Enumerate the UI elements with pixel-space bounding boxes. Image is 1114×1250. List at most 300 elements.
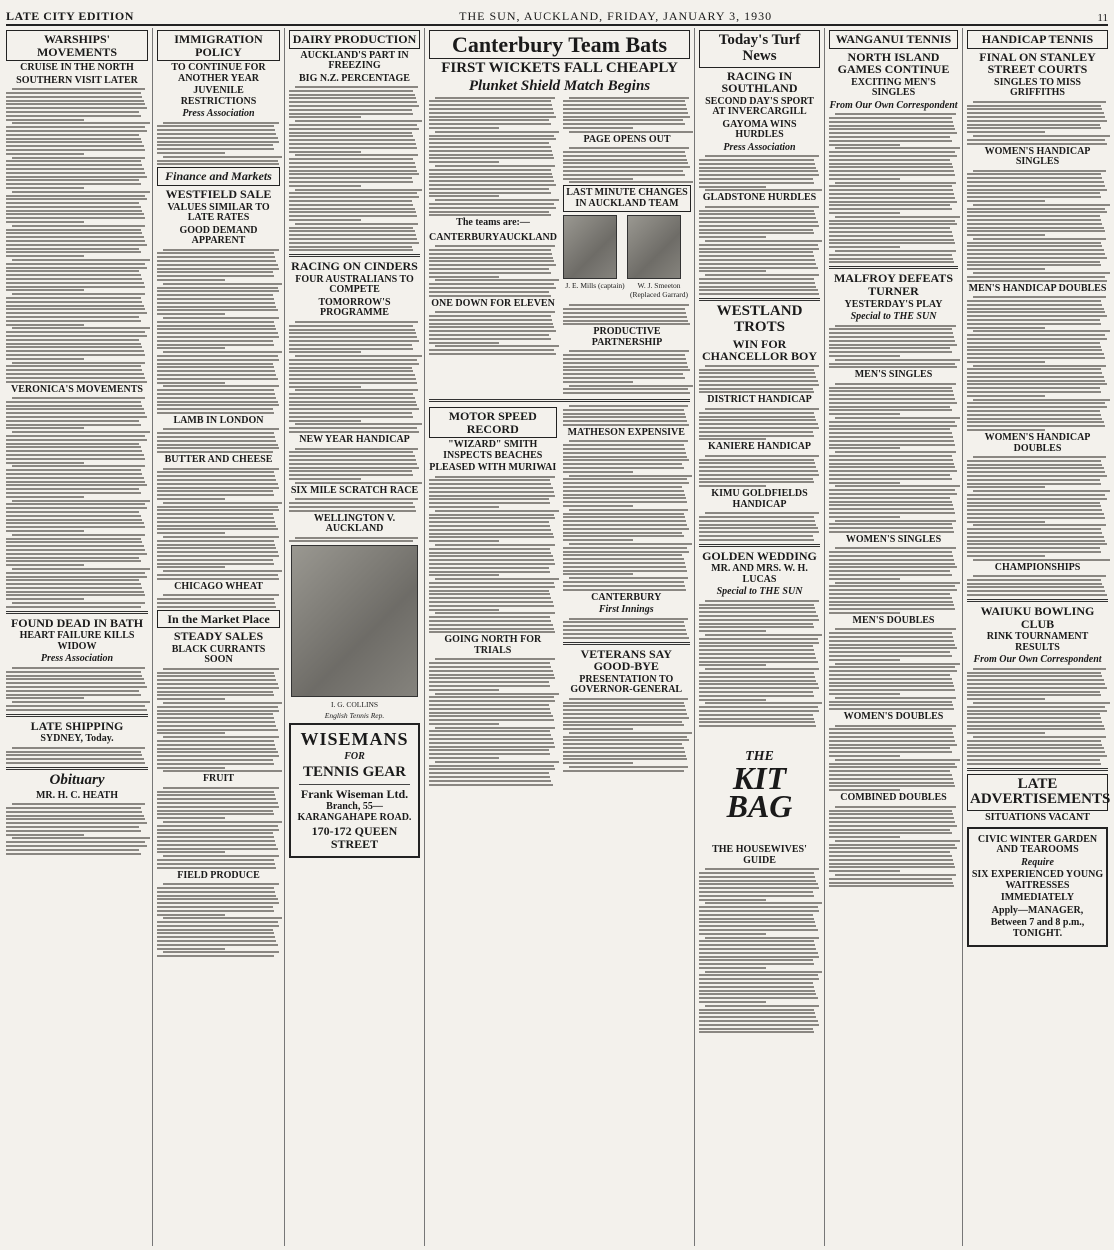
text-line (429, 291, 549, 293)
text-line (829, 701, 952, 703)
text-line (699, 251, 813, 253)
byline: From Our Own Correspondent (973, 654, 1102, 666)
text-line (699, 691, 813, 693)
text-line (563, 316, 687, 318)
text-line (967, 181, 1104, 183)
article-heading: FOUND DEAD IN BATH (10, 615, 144, 630)
text-line (429, 211, 549, 213)
text-line (6, 405, 142, 407)
text-line (289, 359, 417, 361)
text-line (699, 952, 818, 954)
article-subheading: RINK TOURNAMENT RESULTS (986, 631, 1089, 653)
text-line (967, 139, 1105, 141)
text-line (157, 817, 225, 819)
text-line (829, 466, 955, 468)
column-6 (824, 28, 962, 1246)
text-line (829, 740, 955, 742)
text-line (6, 324, 84, 326)
text-line (289, 105, 419, 107)
text-line (6, 675, 142, 677)
text-line (289, 211, 416, 213)
text-line (829, 766, 957, 768)
text-line (157, 268, 279, 270)
photo-caption: English Tennis Rep. (324, 711, 385, 721)
text-line (699, 159, 814, 161)
text-line (829, 223, 957, 225)
text-line (563, 104, 686, 106)
text-line (563, 497, 687, 499)
text-line (829, 601, 953, 603)
text-line (967, 127, 1101, 129)
text-line (563, 373, 683, 375)
text-line (289, 173, 419, 175)
text-line (563, 554, 683, 556)
ad-line: 170-172 QUEEN STREET (311, 824, 398, 851)
market-box: In the Market Place (157, 610, 280, 629)
text-line (829, 428, 950, 430)
text-line (699, 236, 766, 238)
ad-line: TENNIS GEAR (303, 763, 406, 780)
text-line (967, 219, 1101, 221)
text-line (157, 798, 276, 800)
text-line (429, 776, 550, 778)
text-line (835, 547, 956, 549)
text-line (563, 724, 684, 726)
text-line (157, 382, 225, 384)
text-line (6, 526, 145, 528)
text-line (563, 366, 688, 368)
text-line (973, 330, 1110, 332)
banner-headline: Canterbury Team Bats (429, 30, 690, 59)
text-line (157, 551, 278, 553)
article-body (967, 456, 1108, 561)
text-line (569, 131, 693, 133)
text-line (6, 126, 145, 128)
article-body (563, 97, 691, 133)
text-line (163, 351, 282, 353)
text-line (563, 452, 687, 454)
text-line (563, 633, 688, 635)
text-line (429, 326, 554, 328)
text-line (967, 755, 1107, 757)
list-label: MEN'S SINGLES (854, 369, 933, 381)
text-line (563, 486, 683, 488)
text-line (289, 215, 417, 217)
text-line (157, 275, 274, 277)
text-line (163, 385, 279, 387)
text-line (6, 369, 142, 371)
text-line (157, 252, 274, 254)
text-line (6, 408, 144, 410)
text-line (6, 316, 139, 318)
article-body (829, 383, 958, 533)
text-line (163, 736, 279, 738)
text-line (829, 551, 952, 553)
text-line (12, 362, 145, 364)
text-line (429, 571, 550, 573)
text-line (6, 141, 142, 143)
text-line (157, 513, 273, 515)
text-line (157, 687, 279, 689)
text-line (6, 111, 139, 113)
text-line (429, 533, 553, 535)
text-line (699, 384, 819, 386)
text-line (967, 421, 1104, 423)
photo-caption: J. E. Mills (captain) (565, 281, 625, 291)
text-line (289, 249, 413, 251)
byline: Special to THE SUN (716, 586, 803, 598)
list-label: SIX MILE SCRATCH RACE (290, 484, 419, 496)
text-line (829, 128, 955, 130)
text-line (699, 664, 766, 666)
text-line (6, 841, 145, 843)
text-line (157, 374, 276, 376)
text-line (12, 602, 145, 604)
text-line (699, 423, 818, 425)
text-line (829, 689, 955, 691)
text-line (829, 604, 954, 606)
text-line (699, 229, 813, 231)
text-line (967, 227, 1104, 229)
text-line (289, 344, 412, 346)
dateline: SYDNEY, Today. (40, 733, 114, 745)
text-line (157, 910, 274, 912)
text-line (563, 585, 685, 587)
text-line (829, 242, 955, 244)
article-heading: HANDICAP TENNIS (967, 30, 1108, 49)
text-line (967, 590, 1105, 592)
text-line (569, 350, 689, 352)
article-subheading: PLEASED WITH MURIWAI (429, 462, 557, 474)
advertisement (289, 723, 420, 858)
text-line (699, 520, 815, 522)
text-line (699, 880, 816, 882)
text-line (157, 521, 275, 523)
text-line (157, 366, 274, 368)
text-line (6, 557, 139, 559)
text-line (829, 885, 954, 887)
text-line (973, 296, 1106, 298)
text-line (12, 465, 145, 467)
text-line (157, 825, 278, 827)
text-line (829, 197, 955, 199)
text-line (6, 297, 141, 299)
text-line (295, 498, 418, 500)
text-line (429, 264, 556, 266)
text-line (435, 612, 555, 614)
text-line (157, 389, 274, 391)
text-line (967, 372, 1102, 374)
player-photos (563, 215, 691, 301)
text-line (705, 1005, 819, 1007)
text-line (699, 427, 819, 429)
text-line (157, 606, 276, 608)
text-line (829, 829, 950, 831)
text-line (699, 672, 814, 674)
text-line (435, 761, 559, 763)
text-line (163, 122, 279, 124)
text-line (835, 759, 960, 761)
text-line (699, 974, 818, 976)
text-line (163, 536, 279, 538)
text-line (429, 605, 554, 607)
text-line (429, 677, 555, 679)
text-line (829, 589, 957, 591)
text-line (289, 234, 416, 236)
text-line (429, 567, 549, 569)
article-body (429, 245, 557, 296)
text-line (829, 851, 950, 853)
text-line (6, 519, 142, 521)
text-line (6, 709, 147, 711)
text-line (699, 986, 814, 988)
text-line (835, 582, 960, 584)
text-line (6, 263, 145, 265)
text-line (829, 682, 953, 684)
text-line (157, 355, 278, 357)
text-line (289, 367, 412, 369)
text-line (829, 608, 955, 610)
text-line (699, 391, 814, 393)
text-line (157, 487, 279, 489)
text-line (6, 138, 141, 140)
text-line (6, 251, 141, 253)
text-line (157, 302, 275, 304)
page-number: 11 (1097, 12, 1108, 24)
text-line (829, 406, 950, 408)
text-line (289, 351, 361, 353)
text-line (967, 223, 1102, 225)
text-line (829, 878, 952, 880)
text-line (699, 914, 813, 916)
text-line (6, 450, 142, 452)
text-line (429, 746, 555, 748)
text-line (429, 214, 551, 216)
text-line (829, 504, 953, 506)
text-line (563, 755, 687, 757)
text-line (563, 501, 688, 503)
text-line (829, 778, 953, 780)
text-line (829, 421, 955, 423)
text-line (157, 544, 275, 546)
text-line (563, 358, 686, 360)
text-line (289, 166, 416, 168)
text-line (967, 230, 1105, 232)
text-line (699, 929, 818, 931)
text-line (569, 147, 689, 149)
text-line (429, 784, 553, 786)
text-line (967, 547, 1100, 549)
text-line (699, 944, 815, 946)
text-line (699, 186, 766, 188)
article-body (157, 428, 280, 453)
text-line (829, 121, 953, 123)
text-line (429, 590, 549, 592)
text-line (289, 408, 419, 410)
text-line (967, 391, 1101, 393)
text-line (563, 520, 687, 522)
text-line (967, 315, 1107, 317)
text-line (699, 706, 818, 708)
text-line (6, 564, 84, 566)
text-line (829, 470, 957, 472)
text-line (829, 478, 952, 480)
text-line (967, 406, 1107, 408)
text-line (967, 502, 1100, 504)
text-line (829, 239, 954, 241)
text-line (563, 456, 688, 458)
text-line (157, 547, 276, 549)
text-line (157, 517, 274, 519)
text-line (6, 594, 145, 596)
article-subheading: BIG N.Z. PERCENTAGE (299, 72, 410, 84)
text-line (12, 701, 150, 703)
text-line (699, 1024, 819, 1026)
text-line (829, 559, 954, 561)
text-line (289, 378, 416, 380)
text-line (289, 116, 361, 118)
text-line (699, 244, 818, 246)
text-line (973, 365, 1106, 367)
ad-line: Between 7 and 8 p.m., TONIGHT. (990, 917, 1085, 939)
text-line (829, 170, 954, 172)
text-line (563, 547, 688, 549)
text-line (429, 180, 554, 182)
text-line (157, 347, 225, 349)
text-line (563, 728, 633, 730)
article-heading: RACING ON CINDERS (291, 259, 418, 274)
text-line (289, 97, 416, 99)
text-line (973, 575, 1106, 577)
text-line (563, 705, 685, 707)
text-line (429, 203, 554, 205)
text-line (6, 420, 139, 422)
text-line (699, 699, 766, 701)
text-line (967, 268, 1045, 270)
list-label: FIELD PRODUCE (177, 869, 260, 881)
text-line (835, 417, 960, 419)
text-line (699, 676, 815, 678)
text-line (429, 257, 553, 259)
text-line (967, 759, 1100, 761)
text-line (829, 659, 900, 661)
text-line (157, 914, 225, 916)
text-line (157, 810, 273, 812)
text-line (6, 92, 141, 94)
text-line (699, 388, 813, 390)
text-line (157, 332, 278, 334)
text-line (157, 506, 278, 508)
text-line (563, 589, 687, 591)
text-line (699, 645, 813, 647)
byline: Press Association (723, 141, 796, 153)
text-line (967, 509, 1102, 511)
text-line (157, 813, 274, 815)
text-line (6, 492, 141, 494)
text-line (289, 151, 361, 153)
text-line (967, 376, 1104, 378)
text-line (967, 368, 1101, 370)
text-line (6, 830, 141, 832)
text-line (967, 264, 1101, 266)
text-line (829, 512, 955, 514)
text-line (289, 135, 413, 137)
text-line (6, 481, 145, 483)
text-line (967, 536, 1104, 538)
text-line (563, 747, 684, 749)
text-line (829, 355, 900, 357)
text-line (829, 497, 950, 499)
text-line (429, 330, 556, 332)
text-line (563, 388, 688, 390)
text-line (295, 86, 418, 88)
text-line (699, 485, 766, 487)
text-line (563, 743, 683, 745)
article-subheading: SECOND DAY'S SPORT AT INVERCARGILL (705, 95, 814, 118)
text-line (12, 837, 150, 839)
text-line (6, 179, 139, 181)
text-line (157, 328, 276, 330)
text-line (6, 549, 145, 551)
text-line (163, 668, 279, 670)
article-heading: GOLDEN WEDDING (702, 548, 817, 563)
text-line (829, 151, 955, 153)
text-line (6, 694, 141, 696)
text-line (829, 574, 952, 576)
text-line (289, 459, 416, 461)
text-line (6, 210, 142, 212)
article-body (563, 147, 691, 183)
text-line (429, 517, 555, 519)
text-line (699, 1009, 814, 1011)
text-line (829, 785, 955, 787)
text-line (699, 474, 819, 476)
text-line (429, 283, 554, 285)
text-line (429, 295, 551, 297)
text-line (6, 834, 84, 836)
text-line (699, 642, 819, 644)
text-line (429, 173, 552, 175)
text-line (563, 478, 688, 480)
text-line (289, 474, 413, 476)
text-line (967, 334, 1105, 336)
article-body (699, 155, 820, 191)
text-line (973, 204, 1110, 206)
text-line (829, 644, 955, 646)
text-line (6, 754, 142, 756)
text-line (6, 503, 145, 505)
ad-line: SIX EXPERIENCED YOUNG WAITRESSES (971, 869, 1104, 891)
text-line (829, 751, 952, 753)
article-body (6, 747, 148, 764)
text-line (569, 509, 689, 511)
text-line (157, 129, 275, 131)
text-line (6, 305, 144, 307)
article-subheading: PRODUCTIVE PARTNERSHIP (591, 326, 663, 348)
text-line (835, 182, 956, 184)
text-line (429, 495, 555, 497)
text-line (429, 338, 551, 340)
text-line (289, 196, 419, 198)
article-body (157, 787, 280, 869)
text-line (829, 640, 954, 642)
text-line (563, 362, 687, 364)
column-3 (284, 28, 424, 1246)
text-line (6, 762, 145, 764)
text-line (829, 174, 955, 176)
article-body (6, 397, 148, 608)
text-line (705, 240, 822, 242)
